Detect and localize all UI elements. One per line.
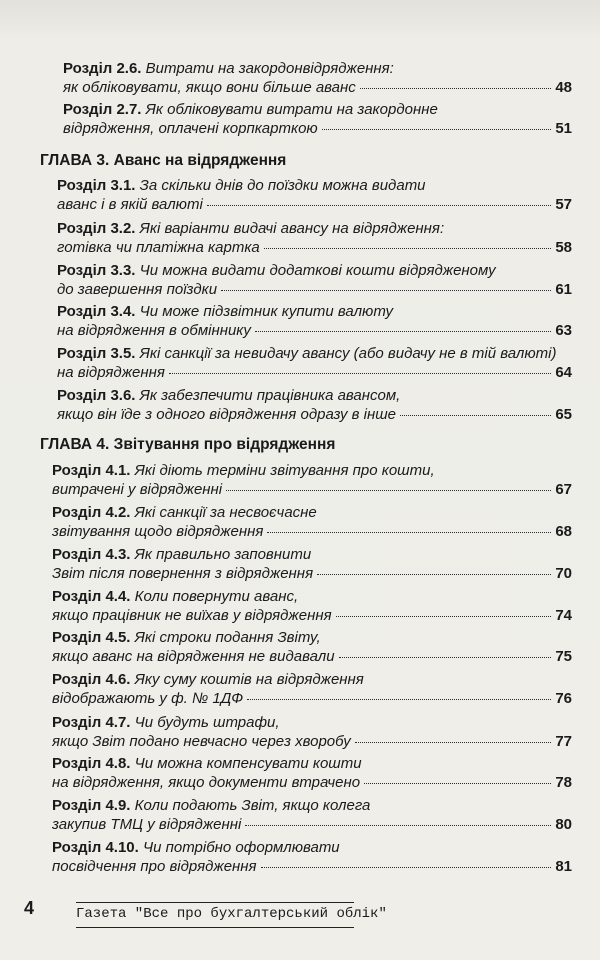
leader-dots — [364, 783, 551, 784]
section-number: Розділ 4.10. — [52, 839, 139, 856]
section-title-cont: закупив ТМЦ у відрядженні — [52, 816, 242, 833]
section-title: Які строки подання Звіту, — [134, 629, 321, 646]
section-title: Як правильно заповнити — [134, 546, 312, 563]
toc-entry — [52, 796, 572, 834]
section-title-cont: витрачені у відрядженні — [52, 481, 223, 498]
page-ref: 77 — [555, 733, 572, 750]
section-number: Розділ 3.5. — [57, 345, 136, 362]
toc-entry — [57, 302, 572, 340]
section-number: Розділ 3.4. — [57, 303, 136, 320]
section-number: Розділ 4.1. — [52, 462, 131, 479]
page-ref: 61 — [555, 281, 572, 298]
toc-entry — [63, 59, 572, 97]
section-number: Розділ 2.7. — [63, 101, 142, 118]
section-number: Розділ 4.6. — [52, 671, 131, 688]
publication-title: Газета "Все про бухгалтерський облік" — [76, 902, 354, 928]
page-ref: 78 — [555, 774, 572, 791]
section-title: За скільки днів до поїздки можна видати — [139, 177, 426, 194]
leader-dots — [207, 205, 552, 206]
toc-entry — [52, 545, 572, 583]
page-ref: 75 — [555, 648, 572, 665]
toc-entry — [57, 386, 572, 424]
toc-entry — [57, 219, 572, 257]
toc-entry — [52, 713, 572, 751]
section-title: Чи потрібно оформлювати — [142, 839, 340, 856]
section-number: Розділ 3.2. — [57, 220, 136, 237]
section-title-cont: на відрядження, якщо документи втрачено — [52, 774, 361, 791]
section-title: Які варіанти видачі авансу на відрядження: — [139, 220, 445, 237]
leader-dots — [245, 825, 551, 826]
section-title: Які санкції за невидачу авансу (або видачу не в тій валюті) — [139, 345, 557, 362]
leader-dots — [317, 574, 551, 575]
leader-dots — [255, 331, 551, 332]
leader-dots — [360, 88, 552, 89]
page-number: 4 — [24, 898, 35, 918]
section-title: Які санкції за несвоєчасне — [134, 504, 317, 521]
section-number: Розділ 3.3. — [57, 262, 136, 279]
section-number: Розділ 4.5. — [52, 629, 131, 646]
section-title-cont: готівка чи платіжна картка — [57, 239, 260, 256]
section-title-cont: аванс і в якій валюті — [57, 196, 203, 213]
section-number: Розділ 2.6. — [63, 60, 142, 77]
toc-entry — [52, 754, 572, 792]
page-ref: 57 — [555, 196, 572, 213]
leader-dots — [264, 248, 552, 249]
page-ref: 58 — [555, 239, 572, 256]
toc-entry — [57, 261, 572, 299]
page-ref: 64 — [555, 364, 572, 381]
section-number: Розділ 4.2. — [52, 504, 131, 521]
toc-entry — [52, 670, 572, 708]
section-title: Витрати на закордонвідрядження: — [145, 60, 394, 77]
section-title-cont: на відрядження в обміннику — [57, 322, 251, 339]
leader-dots — [267, 532, 551, 533]
page-ref: 67 — [555, 481, 572, 498]
section-title: Як обліковувати витрати на закордонне — [145, 101, 438, 118]
page-ref: 65 — [555, 406, 572, 423]
page-ref: 68 — [555, 523, 572, 540]
toc-entry — [57, 176, 572, 214]
section-title: Яку суму коштів на відрядження — [134, 671, 364, 688]
leader-dots — [261, 867, 552, 868]
section-title-cont: звітування щодо відрядження — [52, 523, 264, 540]
leader-dots — [339, 657, 552, 658]
page-ref: 63 — [555, 322, 572, 339]
chapter-heading: ГЛАВА 3. Аванс на відрядження — [40, 152, 287, 169]
section-title: Коли повернути аванс, — [134, 588, 299, 605]
page-ref: 81 — [555, 858, 572, 875]
leader-dots — [247, 699, 551, 700]
leader-dots — [221, 290, 551, 291]
chapter-heading: ГЛАВА 4. Звітування про відрядження — [40, 436, 336, 453]
section-title: Чи може підзвітник купити валюту — [139, 303, 393, 320]
section-title-cont: якщо він їде з одного відрядження одразу в інше — [57, 406, 396, 423]
section-title-cont: якщо аванс на відрядження не видавали — [52, 648, 335, 665]
section-title-cont: відображають у ф. № 1ДФ — [52, 690, 244, 707]
section-title-cont: посвідчення про відрядження — [52, 858, 257, 875]
section-number: Розділ 4.9. — [52, 797, 131, 814]
toc-entry — [52, 838, 572, 876]
leader-dots — [400, 415, 551, 416]
section-title: Як забезпечити працівника авансом, — [139, 387, 401, 404]
section-number: Розділ 3.6. — [57, 387, 136, 404]
page-ref: 51 — [555, 120, 572, 137]
leader-dots — [226, 490, 551, 491]
section-title-cont: як обліковувати, якщо вони більше аванс — [63, 79, 356, 96]
leader-dots — [355, 742, 552, 743]
toc-entry — [52, 461, 572, 499]
page-ref: 76 — [555, 690, 572, 707]
section-title-cont: Звіт після повернення з відрядження — [52, 565, 314, 582]
page-ref: 74 — [555, 607, 572, 624]
section-title: Чи будуть штрафи, — [134, 714, 280, 731]
section-title-cont: до завершення поїздки — [57, 281, 218, 298]
section-number: Розділ 3.1. — [57, 177, 136, 194]
toc-entry — [63, 100, 572, 138]
section-title: Чи можна видати додаткові кошти відрядженому — [139, 262, 496, 279]
toc-entry — [52, 587, 572, 625]
section-title: Коли подають Звіт, якщо колега — [134, 797, 371, 814]
page-ref: 48 — [555, 79, 572, 96]
page-ref: 70 — [555, 565, 572, 582]
section-title: Які діють терміни звітування про кошти, — [134, 462, 435, 479]
section-number: Розділ 4.3. — [52, 546, 131, 563]
page-ref: 80 — [555, 816, 572, 833]
toc-entry — [52, 628, 572, 666]
toc-entry — [57, 344, 572, 382]
section-title: Чи можна компенсувати кошти — [134, 755, 362, 772]
leader-dots — [322, 129, 552, 130]
leader-dots — [336, 616, 552, 617]
section-title-cont: якщо Звіт подано невчасно через хворобу — [52, 733, 351, 750]
toc-entry — [52, 503, 572, 541]
section-title-cont: на відрядження — [57, 364, 165, 381]
section-number: Розділ 4.8. — [52, 755, 131, 772]
section-title-cont: якщо працівник не виїхав у відрядження — [52, 607, 332, 624]
section-number: Розділ 4.4. — [52, 588, 131, 605]
section-title-cont: відрядження, оплачені корпкарткою — [63, 120, 318, 137]
leader-dots — [169, 373, 551, 374]
section-number: Розділ 4.7. — [52, 714, 131, 731]
